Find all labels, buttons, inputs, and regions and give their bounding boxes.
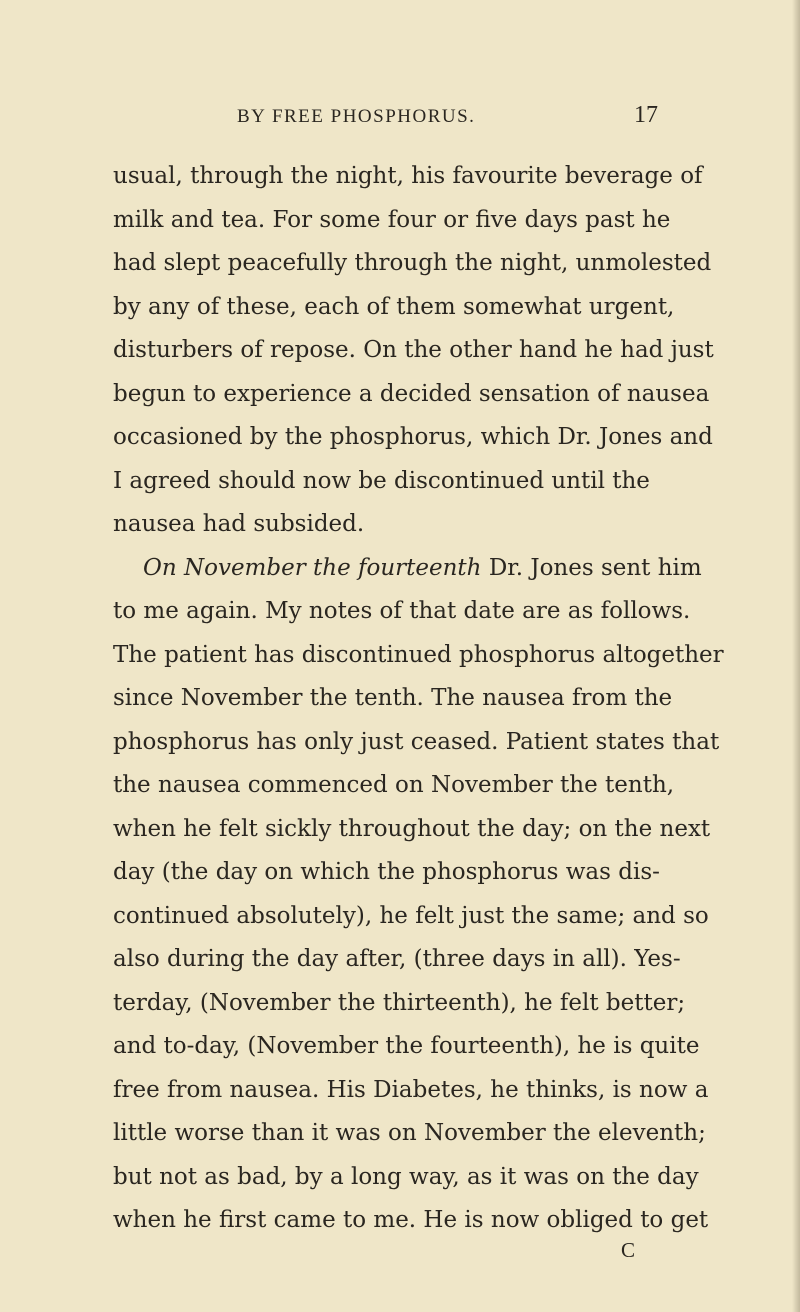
text-line: continued absolutely), he felt just the same; and so bbox=[113, 902, 709, 929]
text-line: but not as bad, by a long way, as it was on the day bbox=[113, 1163, 699, 1190]
text-line: occasioned by the phosphorus, which Dr. Jones and bbox=[113, 424, 713, 450]
text-line: and to-day, (November the fourteenth), he is quite bbox=[113, 1033, 700, 1059]
text-line: the nausea commenced on November the tenth, bbox=[113, 772, 675, 798]
text-line: free from nausea. His Diabetes, he thinks, is now a bbox=[113, 1076, 709, 1103]
text-line: milk and tea. For some four or five days past he bbox=[113, 206, 671, 233]
text-line: little worse than it was on November the eleventh; bbox=[113, 1120, 706, 1146]
text-line: since November the tenth. The nausea from the bbox=[113, 685, 673, 711]
text-line: also during the day after, (three days in all). Yes- bbox=[113, 946, 681, 972]
text-line: phosphorus has only just ceased. Patient states that bbox=[113, 728, 720, 755]
text-line: when he first came to me. He is now obliged to get bbox=[113, 1207, 709, 1233]
text-line: usual, through the night, his favourite beverage of bbox=[113, 163, 703, 189]
text-line bbox=[113, 547, 702, 591]
text-line: nausea had subsided. bbox=[113, 511, 365, 537]
page-edge-shadow bbox=[792, 0, 800, 1312]
text-line: to me again. My notes of that date are as follows. bbox=[113, 598, 691, 624]
text-line: when he felt sickly throughout the day; on the next bbox=[113, 815, 711, 842]
text-line: I agreed should now be discontinued until the bbox=[113, 467, 650, 494]
text-line: The patient has discontinued phosphorus altogether bbox=[113, 641, 724, 668]
text-line: begun to experience a decided sensation of nausea bbox=[113, 380, 710, 407]
body-text bbox=[113, 155, 724, 1243]
text-line: had slept peacefully through the night, unmolested bbox=[113, 250, 712, 276]
running-head: BY FREE PHOSPHORUS. bbox=[237, 106, 476, 127]
signature-mark: C bbox=[621, 1238, 636, 1262]
text-line: by any of these, each of them somewhat urgent, bbox=[113, 293, 675, 320]
text-line-remainder: Dr. Jones sent him bbox=[488, 554, 702, 581]
page-number: 17 bbox=[634, 102, 658, 128]
text-line: terday, (November the thirteenth), he felt better; bbox=[113, 989, 686, 1016]
page-header bbox=[0, 102, 800, 136]
italic-date: On November the fourteenth bbox=[143, 554, 482, 581]
text-line: day (the day on which the phosphorus was dis- bbox=[113, 859, 660, 885]
text-line: disturbers of repose. On the other hand he had just bbox=[113, 337, 714, 363]
